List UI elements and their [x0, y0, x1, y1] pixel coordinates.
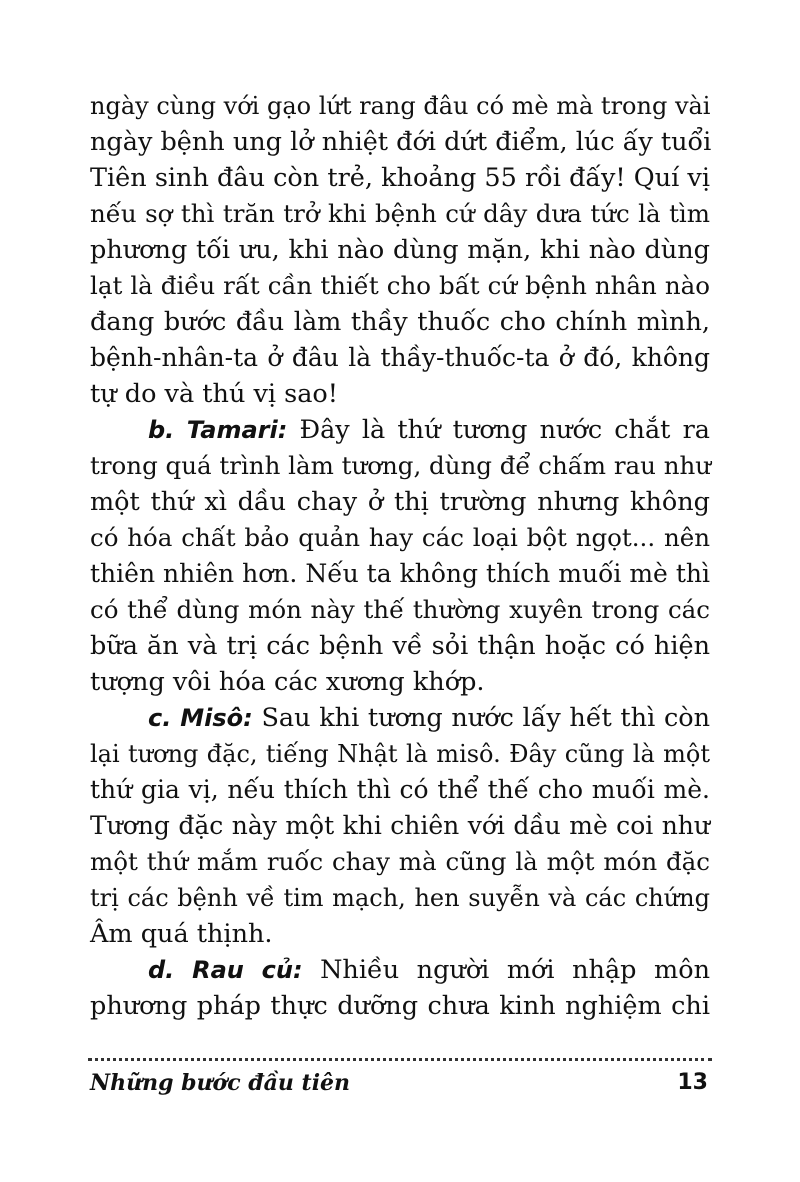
section-label-miso: c. Misô: [148, 704, 253, 732]
text-line: một thứ mắm ruốc chay mà cũng là một món đặc [90, 847, 710, 876]
text-line: phương pháp thực dưỡng chưa kinh nghiệm chi [90, 991, 710, 1021]
text-line: bữa ăn và trị các bệnh về sỏi thận hoặc có hiện [90, 631, 710, 661]
text-line: bệnh-nhân-ta ở đâu là thầy-thuốc-ta ở đó, không [90, 343, 710, 372]
page-number: 13 [677, 1070, 708, 1095]
text-line: phương tối ưu, khi nào dùng mặn, khi nào dùng [90, 235, 710, 265]
text-span: Nhiều người mới nhập môn [302, 955, 710, 985]
text-line: Âm quá thịnh. [90, 919, 273, 949]
text-line: Tương đặc này một khi chiên với dầu mè coi như [90, 811, 710, 840]
text-line: có thể dùng món này thế thường xuyên trong các [90, 595, 710, 624]
running-footer-title: Những bước đầu tiên [90, 1070, 351, 1096]
text-line: thứ gia vị, nếu thích thì có thể thế cho muối mè. [90, 775, 710, 804]
text-line: nếu sợ thì trăn trở khi bệnh cứ dây dưa tức là tìm [90, 199, 710, 228]
section-label-tamari: b. Tamari: [148, 416, 288, 444]
text-line: ngày bệnh ung lở nhiệt đới dứt điểm, lúc ấy tuổi [90, 127, 712, 157]
text-line: lạt là điều rất cần thiết cho bất cứ bệnh nhân nào [90, 271, 710, 300]
text-line: tượng vôi hóa các xương khớp. [90, 667, 485, 697]
text-line: thiên nhiên hơn. Nếu ta không thích muối mè thì [90, 559, 710, 588]
section-label-rau-cu: d. Rau củ: [148, 956, 303, 984]
paragraph-d-first-line [148, 952, 710, 988]
text-line: một thứ xì dầu chay ở thị trường nhưng không [90, 487, 710, 517]
footer-divider [88, 1058, 712, 1061]
text-line: đang bước đầu làm thầy thuốc cho chính mình, [90, 307, 710, 337]
text-line: tự do và thú vị sao! [90, 379, 339, 409]
text-span: Đây là thứ tương nước chắt ra [287, 415, 710, 445]
text-line: trị các bệnh về tim mạch, hen suyễn và các chứng [90, 884, 710, 912]
text-line: Tiên sinh đâu còn trẻ, khoảng 55 rồi đấy! Quí vị [90, 163, 710, 193]
paragraph-b-first-line [148, 412, 710, 448]
text-line: lại tương đặc, tiếng Nhật là misô. Đây cũng là một [90, 740, 710, 768]
text-span: Sau khi tương nước lấy hết thì còn [252, 703, 710, 733]
paragraph-c-first-line [148, 700, 710, 736]
text-line: trong quá trình làm tương, dùng để chấm rau như [90, 451, 712, 480]
text-line: có hóa chất bảo quản hay các loại bột ngọt... nên [90, 523, 710, 552]
text-line: ngày cùng với gạo lứt rang đâu có mè mà trong vài [90, 92, 711, 120]
